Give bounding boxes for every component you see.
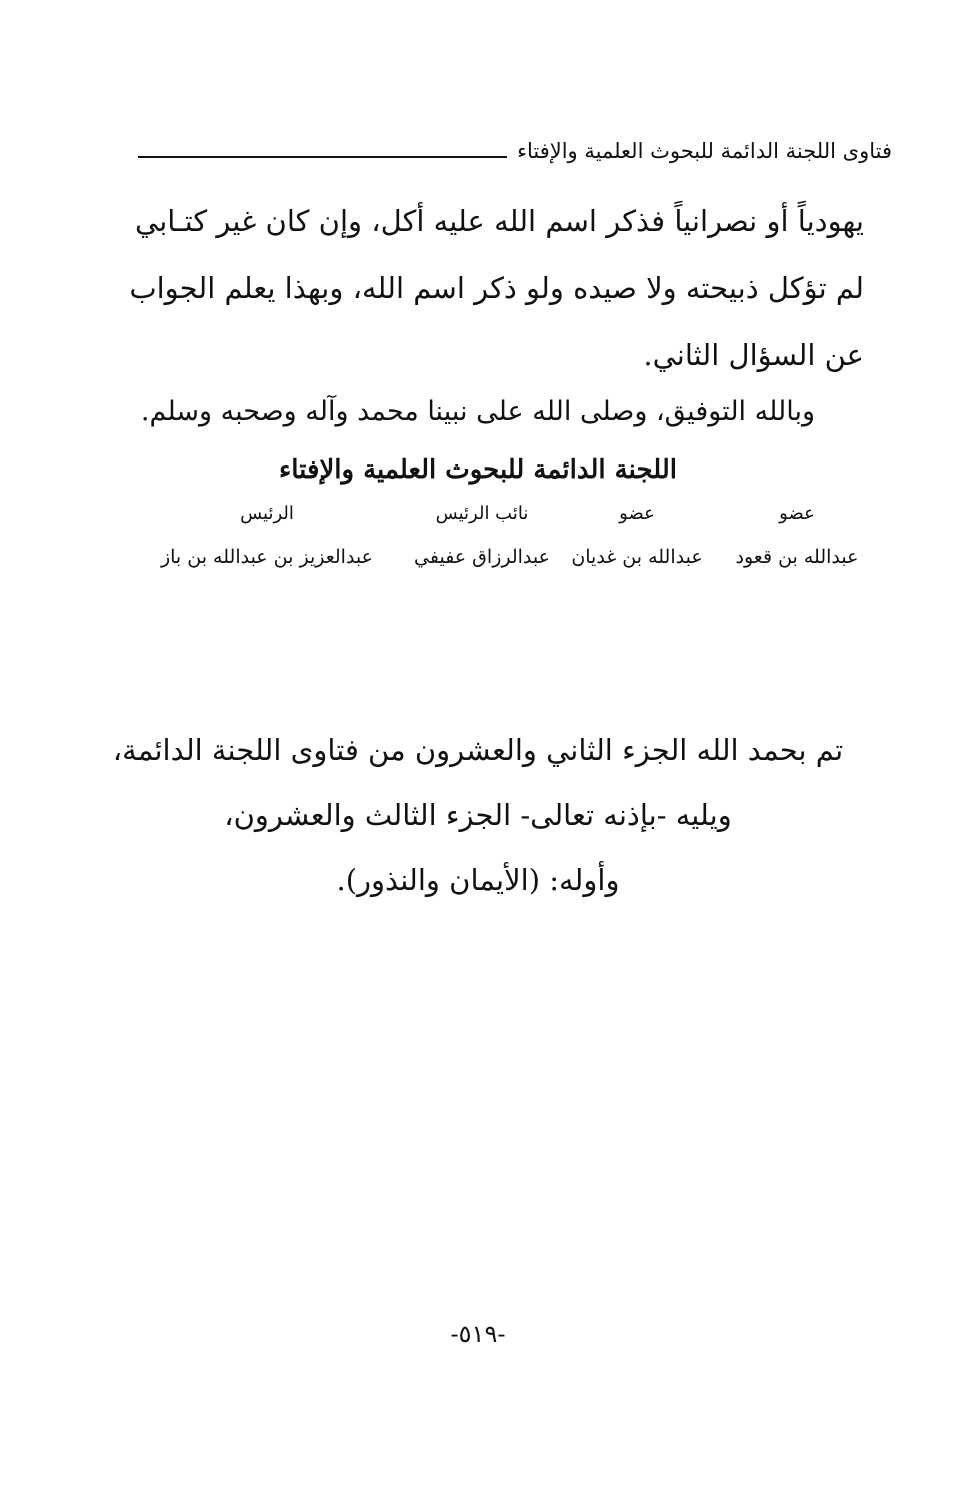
signatory-vice-president bbox=[407, 500, 557, 572]
signatory-name: عبدالله بن غديان bbox=[571, 546, 703, 568]
signatory-role: الرئيس bbox=[240, 503, 294, 524]
signatory-role: نائب الرئيس bbox=[435, 503, 529, 524]
end-note-line: تم بحمد الله الجزء الثاني والعشرون من فتاوى اللجنة الدائمة، bbox=[112, 733, 844, 767]
signatory-name: عبدالعزيز بن عبدالله بن باز bbox=[160, 546, 374, 568]
signatories bbox=[142, 500, 862, 580]
body-line: يهودياً أو نصرانياً فذكر اسم الله عليه أكل، وإن كان غير كتـابي bbox=[135, 204, 864, 238]
fatwa-body bbox=[129, 188, 864, 389]
running-header-title: فتاوى اللجنة الدائمة للبحوث العلمية والإفتاء bbox=[517, 139, 892, 163]
header-rule bbox=[138, 156, 507, 158]
end-note-line: وأوله: (الأيمان والنذور). bbox=[336, 863, 620, 897]
signatory-member-1 bbox=[732, 500, 862, 572]
page-number: -٥١٩- bbox=[450, 1320, 506, 1348]
signatory-name: عبدالرزاق عفيفي bbox=[414, 546, 550, 568]
closing-prayer: وبالله التوفيق، وصلى الله على نبينا محمد وآله وصحبه وسلم. bbox=[140, 396, 816, 427]
signatory-president bbox=[142, 500, 392, 572]
signatory-role: عضو bbox=[779, 503, 815, 524]
running-header bbox=[138, 128, 892, 162]
signatory-role: عضو bbox=[619, 503, 655, 524]
volume-end-note bbox=[0, 718, 956, 913]
body-line: عن السؤال الثاني. bbox=[643, 338, 864, 372]
signatory-name: عبدالله بن قعود bbox=[735, 546, 859, 568]
committee-title: اللجنة الدائمة للبحوث العلمية والإفتاء bbox=[279, 455, 677, 485]
end-note-line: ويليه -بإذنه تعالى- الجزء الثالث والعشرون، bbox=[224, 798, 732, 832]
signatory-member-2 bbox=[562, 500, 712, 572]
body-line: لم تؤكل ذبيحته ولا صيده ولو ذكر اسم الله، وبهذا يعلم الجواب bbox=[129, 271, 864, 305]
